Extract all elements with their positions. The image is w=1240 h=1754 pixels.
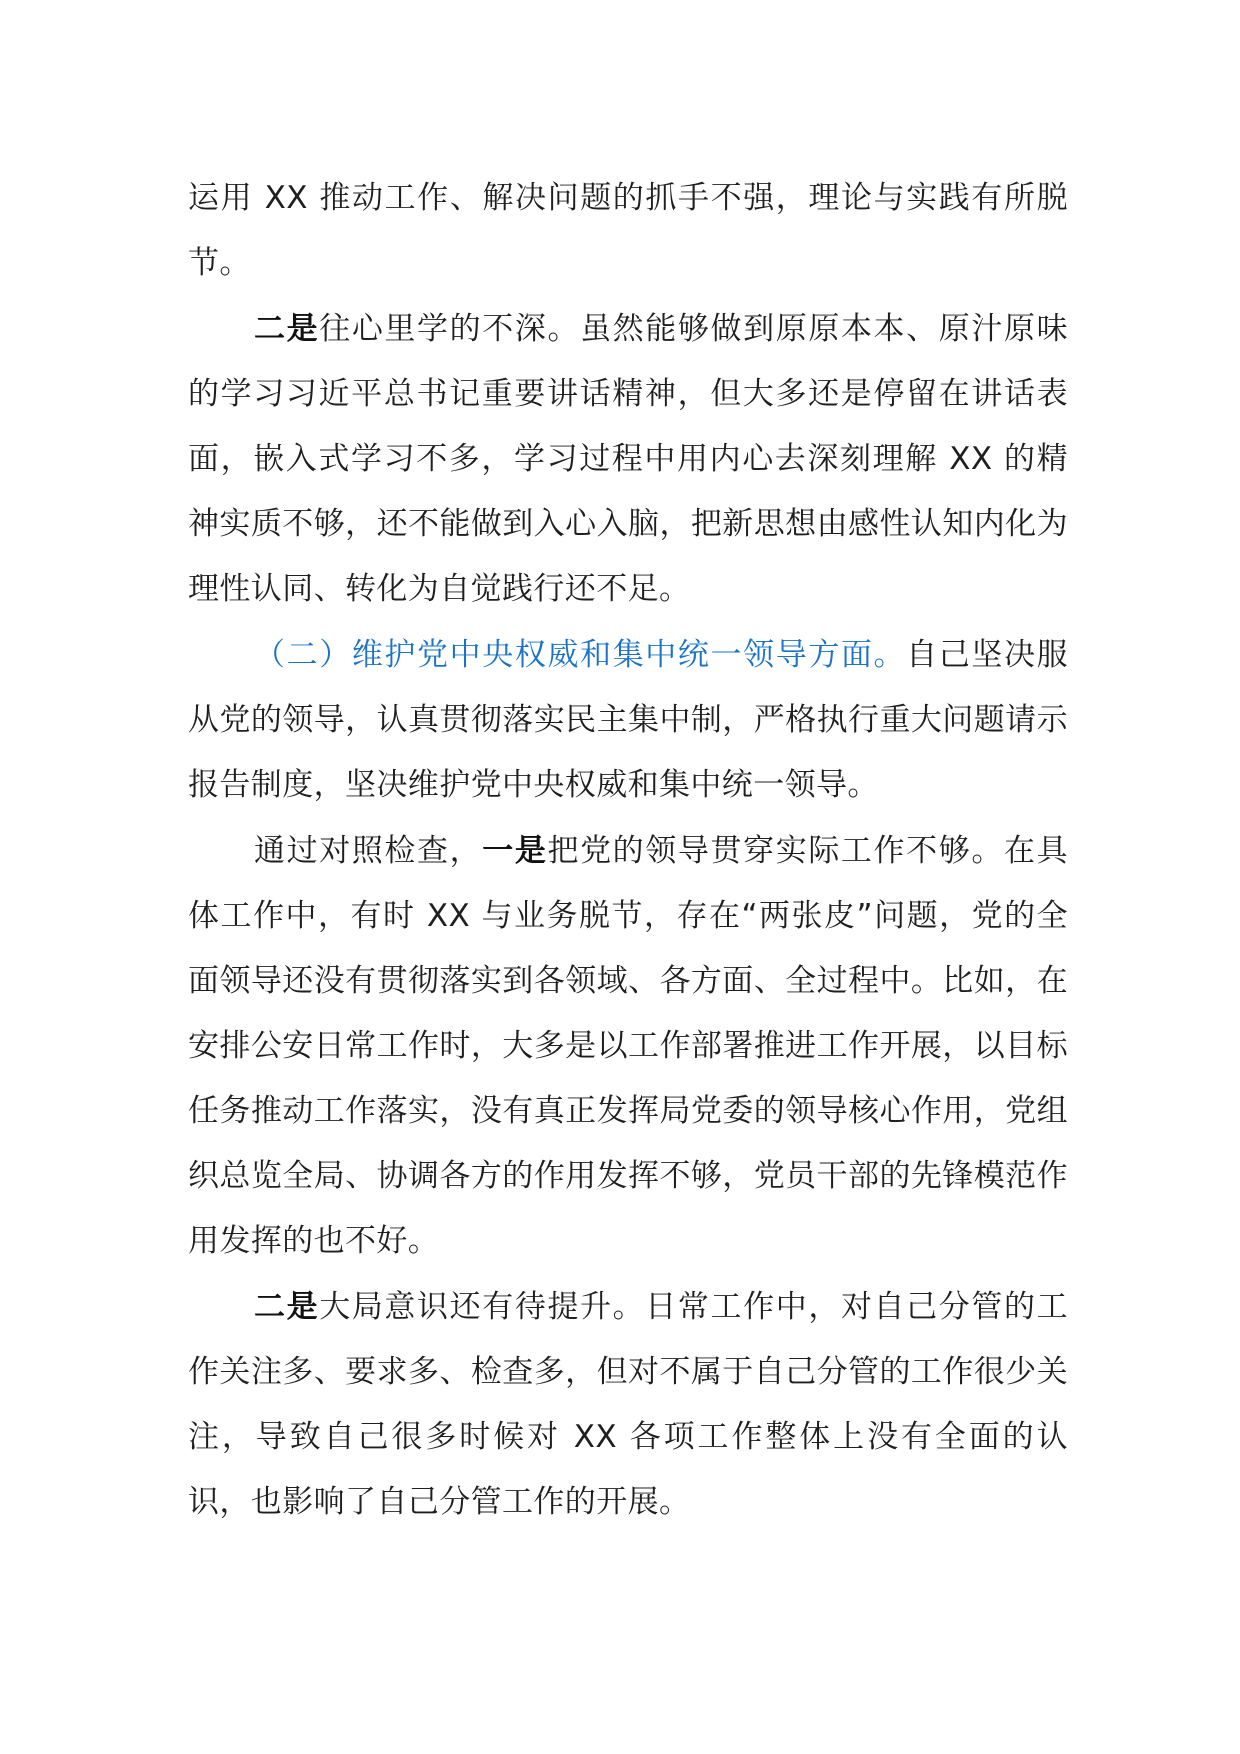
paragraph-text: 自己坚决服从党的领导，认真贯彻落实民主集中制，严格执行重大问题请示报告制度，坚决维护党中央权威和集中统一领导。: [188, 637, 1069, 803]
paragraph-continuation: [188, 166, 1068, 296]
paragraph-lead: 二是: [254, 1289, 320, 1325]
paragraph-overall-awareness: [188, 1275, 1068, 1535]
paragraph-section-two: [188, 623, 1068, 818]
paragraph-leadership: [188, 819, 1068, 1274]
document-body: [188, 166, 1068, 1535]
paragraph-pre: 通过对照检查，: [254, 833, 483, 869]
section-heading: （二）维护党中央权威和集中统一领导方面。: [254, 637, 907, 673]
paragraph-text: 运用 XX 推动工作、解决问题的抓手不强，理论与实践有所脱节。: [188, 180, 1068, 281]
paragraph-text: 把党的领导贯穿实际工作不够。在具体工作中，有时 XX 与业务脱节，存在“两张皮”问题，党的全面领导还没有贯彻落实到各领域、各方面、全过程中。比如，在安排公安日常工作时，大多是以工作部署推进工作开展，以目标任务推动工作落实，没有真正发挥局党委的领导核心作用，党组织总览全局、协调各方的作用发挥不够，党员干部的先锋模范作用发挥的也不好。: [188, 833, 1068, 1259]
paragraph-text: 往心里学的不深。虽然能够做到原原本本、原汁原味的学习习近平总书记重要讲话精神，但大多还是停留在讲话表面，嵌入式学习不多，学习过程中用内心去深刻理解 XX 的精神实质不够，还不能做到入心入脑，把新思想由感性认知内化为理性认同、转化为自觉践行还不足。: [188, 311, 1068, 607]
paragraph-lead: 一是: [482, 833, 548, 869]
paragraph-study-depth: [188, 297, 1068, 622]
paragraph-text: 大局意识还有待提升。日常工作中，对自己分管的工作关注多、要求多、检查多，但对不属于自己分管的工作很少关注，导致自己很多时候对 XX 各项工作整体上没有全面的认识，也影响了自己分管工作的开展。: [188, 1289, 1068, 1520]
paragraph-lead: 二是: [254, 311, 320, 347]
